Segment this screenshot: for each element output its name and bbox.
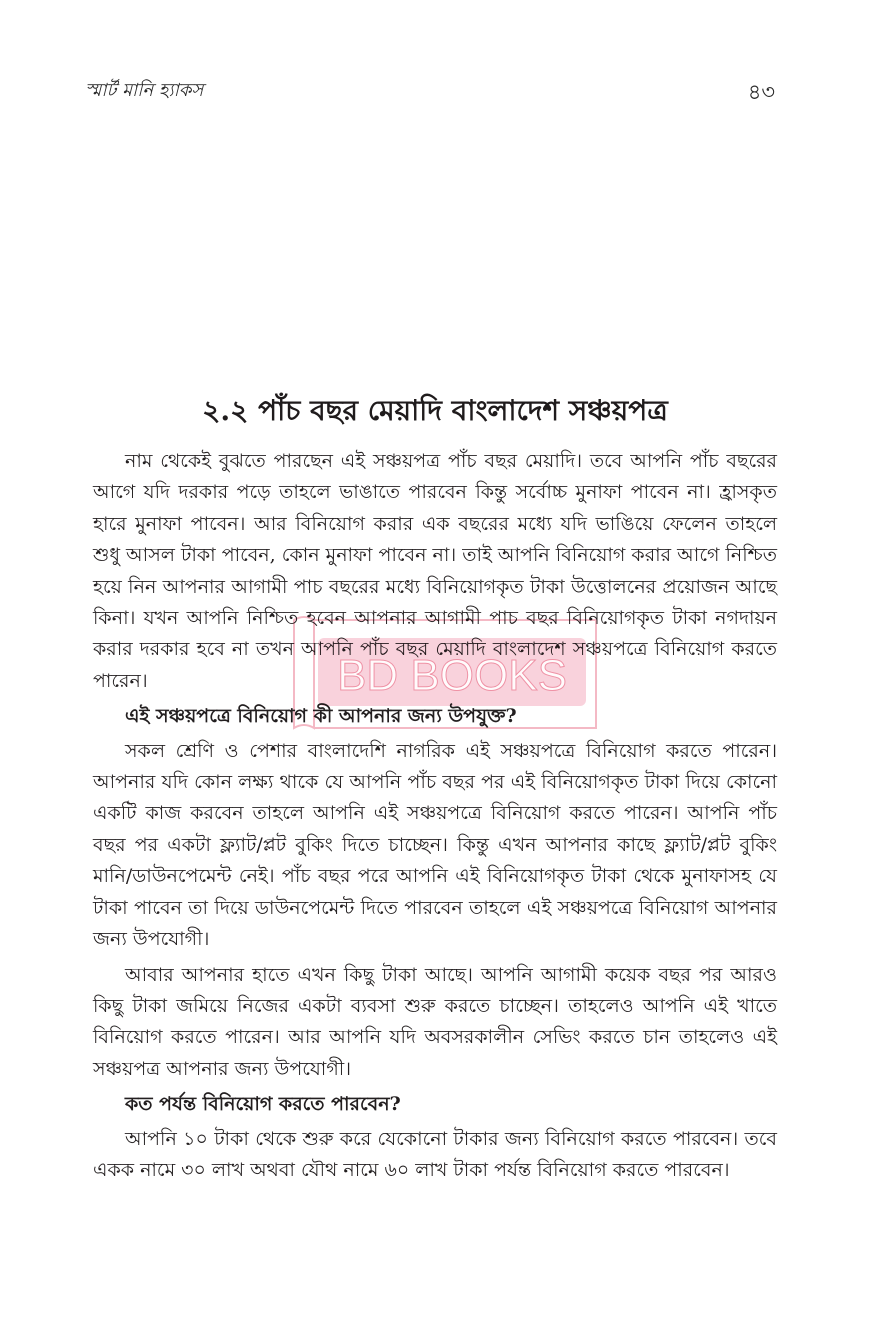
body-text	[93, 446, 777, 1190]
running-title: স্মার্ট মানি হ্যাকস	[85, 80, 204, 101]
paragraph-intro: নাম থেকেই বুঝতে পারছেন এই সঞ্চয়পত্র পাঁচ বছর মেয়াদি। তবে আপনি পাঁচ বছরের আগে যদি দরকার পড়ে তাহলে ভাঙাতে পারবেন কিন্তু সর্বোচ্চ মুনাফা পাবেন না। হ্রাসকৃত হারে মুনাফা পাবেন। আর বিনিয়োগ করার এক বছরের মধ্যে যদি ভাঙিয়ে ফেলেন তাহলে শুধু আসল টাকা পাবেন, কোন মুনাফা পাবেন না। তাই আপনি বিনিয়োগ করার আগে নিশ্চিত হয়ে নিন আপনার আগামী পাচ বছরের মধ্যে বিনিয়োগকৃত টাকা উত্তোলনের প্রয়োজন আছে কিনা। যখন আপনি নিশ্চিত হবেন আপনার আগামী পাচ বছর বিনিয়োগকৃত টাকা নগদায়ন করার দরকার হবে না তখন আপনি পাঁচ বছর মেয়াদি বাংলাদেশ সঞ্চয়পত্রে বিনিয়োগ করতে পারেন।	[93, 450, 777, 692]
paragraph-investment-limit: আপনি ১০ টাকা থেকে শুরু করে যেকোনো টাকার জন্য বিনিয়োগ করতে পারবেন। তবে একক নামে ৩০ লাখ অথবা যৌথ নামে ৬০ লাখ টাকা পর্যন্ত বিনিয়োগ করতে পারবেন।	[93, 1127, 777, 1181]
watermark-text: BD BOOKS	[337, 651, 567, 700]
subheading-suitability: এই সঞ্চয়পত্রে বিনিয়োগ কী আপনার জন্য উপযুক্ত?	[125, 705, 517, 728]
paragraph-business: আবার আপনার হাতে এখন কিছু টাকা আছে। আপনি আগামী কয়েক বছর পর আরও কিছু টাকা জমিয়ে নিজের একটা ব্যবসা শুরু করতে চাচ্ছেন। তাহলেও আপনি এই খাতে বিনিয়োগ করতে পারেন। আর আপনি যদি অবসরকালীন সেভিং করতে চান তাহলেও এই সঞ্চয়পত্র আপনার জন্য উপযোগী।	[93, 963, 777, 1080]
section-title: ২.২ পাঁচ বছর মেয়াদি বাংলাদেশ সঞ্চয়পত্র	[202, 394, 668, 428]
subheading-investment-limit: কত পর্যন্ত বিনিয়োগ করতে পারবেন?	[125, 1093, 401, 1116]
page-number: ৪৩	[747, 80, 775, 104]
paragraph-suitability: সকল শ্রেণি ও পেশার বাংলাদেশি নাগরিক এই সঞ্চয়পত্রে বিনিয়োগ করতে পারেন। আপনার যদি কোন লক্ষ্য থাকে যে আপনি পাঁচ বছর পর এই বিনিয়োগকৃত টাকা দিয়ে কোনো একটি কাজ করবেন তাহলে আপনি এই সঞ্চয়পত্রে বিনিয়োগ করতে পারেন। আপনি পাঁচ বছর পর একটা ফ্ল্যাট/প্লট বুকিং দিতে চাচ্ছেন। কিন্তু এখন আপনার কাছে ফ্ল্যাট/প্লট বুকিং মানি/ডাউনপেমেন্ট নেই। পাঁচ বছর পরে আপনি এই বিনিয়োগকৃত টাকা থেকে মুনাফাসহ যে টাকা পাবেন তা দিয়ে ডাউনপেমেন্ট দিতে পারবেন তাহলে এই সঞ্চয়পত্রে বিনিয়োগ আপনার জন্য উপযোগী।	[93, 739, 777, 951]
